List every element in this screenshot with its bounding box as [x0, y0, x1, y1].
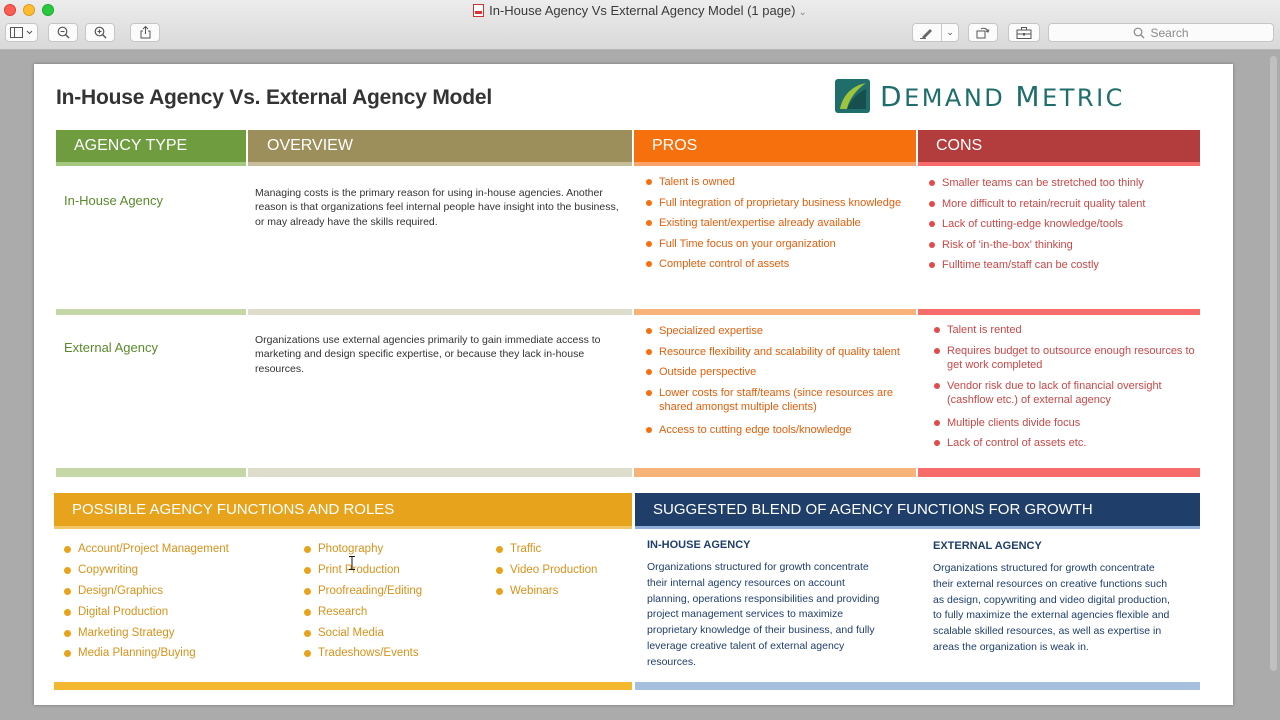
row-divider [248, 468, 632, 477]
functions-list-col3 [496, 543, 597, 606]
inhouse-blend-heading: IN-HOUSE AGENCY [647, 539, 751, 551]
window-title[interactable] [0, 3, 1280, 18]
toolbox-button[interactable] [1008, 23, 1040, 42]
markup-button[interactable] [912, 23, 942, 42]
zoom-out-button[interactable] [48, 23, 78, 42]
list-item: Specialized expertise [645, 324, 915, 339]
list-item: Smaller teams can be stretched too thinly [928, 176, 1198, 191]
markup-menu-button[interactable] [941, 23, 959, 42]
list-item: More difficult to retain/recruit quality talent [928, 197, 1198, 212]
list-item: Resource flexibility and scalability of quality talent [645, 345, 915, 360]
search-placeholder: Search [1150, 25, 1189, 40]
list-item: Lack of control of assets etc. [933, 436, 1199, 451]
external-pros-list [645, 324, 915, 437]
list-item: Account/Project Management [64, 543, 229, 557]
list-item: Talent is owned [645, 175, 915, 190]
rotate-button[interactable] [968, 23, 998, 42]
external-agency-label: External Agency [64, 340, 158, 355]
list-item: Lack of cutting-edge knowledge/tools [928, 217, 1198, 232]
overview-header: OVERVIEW [248, 130, 632, 166]
inhouse-pros-list [645, 175, 915, 272]
list-item: Full integration of proprietary business knowledge [645, 196, 915, 211]
functions-header: POSSIBLE AGENCY FUNCTIONS AND ROLES [54, 493, 632, 529]
pdf-page [34, 64, 1233, 705]
list-item: Research [304, 606, 422, 620]
logo-mark-icon [835, 79, 870, 113]
chevron-down-icon: ⌄ [798, 7, 807, 18]
share-icon [140, 26, 151, 39]
list-item: Photography [304, 543, 422, 557]
functions-list-col2 [304, 543, 422, 668]
list-item: Access to cutting edge tools/knowledge [645, 423, 915, 438]
list-item: Risk of 'in-the-box' thinking [928, 238, 1198, 253]
zoom-in-button[interactable] [85, 23, 115, 42]
external-overview: Organizations use external agencies primarily to gain immediate access to marketing and design specific expertise, or because they lack in-house resources. [255, 334, 601, 375]
zoom-in-icon [94, 26, 107, 39]
inhouse-cons-list [928, 176, 1198, 273]
sidebar-toggle-button[interactable] [5, 23, 38, 42]
text-cursor-icon [349, 556, 355, 570]
list-item: Outside perspective [645, 365, 915, 380]
vertical-scrollbar[interactable] [1270, 56, 1277, 671]
list-item: Print Production [304, 564, 422, 578]
functions-list-col1 [64, 543, 229, 668]
chevron-down-icon: ⌄ [946, 27, 954, 37]
inhouse-blend-text: Organizations structured for growth concentrate their internal agency resources on account planning, operations responsibilities and providing project management services to maximize proprietary knowledge of their business, and fully leverage creative talent of external agency resources. [647, 561, 880, 668]
search-icon [1133, 27, 1145, 39]
agency-type-header: AGENCY TYPE [56, 130, 246, 166]
search-field[interactable] [1048, 23, 1274, 42]
list-item: Vendor risk due to lack of financial oversight (cashflow etc.) of external agency [933, 379, 1199, 408]
functions-footer-bar [54, 682, 632, 690]
sidebar-icon [10, 27, 34, 38]
window-title-text: In-House Agency Vs External Agency Model (1 page) [489, 3, 796, 18]
list-item: Marketing Strategy [64, 627, 229, 641]
window-titlebar [0, 0, 1280, 50]
demand-metric-logo [835, 79, 1125, 113]
list-item: Design/Graphics [64, 585, 229, 599]
rotate-icon [976, 26, 990, 39]
pdf-file-icon [473, 4, 484, 17]
cons-header: CONS [918, 130, 1200, 166]
list-item: Digital Production [64, 606, 229, 620]
inhouse-overview: Managing costs is the primary reason for using in-house agencies. Another reason is that organizations feel internal people have insight into the business, or may already have the skills required. [255, 187, 619, 228]
external-blend-text: Organizations structured for growth concentrate their external resources on creative functions such as design, copywriting and video digital production, to fully maximize the external agencies flexible and scalable skilled resources, as well as expertise in areas the organization is weak in. [933, 562, 1170, 653]
row-divider [56, 309, 246, 315]
row-divider [56, 468, 246, 477]
toolbox-icon [1016, 27, 1032, 39]
list-item: Copywriting [64, 564, 229, 578]
row-divider [918, 468, 1200, 477]
list-item: Media Planning/Buying [64, 647, 229, 661]
page-title: In-House Agency Vs. External Agency Model [56, 86, 493, 109]
list-item: Tradeshows/Events [304, 647, 422, 661]
list-item: Requires budget to outsource enough resources to get work completed [933, 344, 1199, 373]
logo-wordmark: DEMAND METRIC [880, 79, 1125, 113]
inhouse-agency-label: In-House Agency [64, 193, 164, 208]
list-item: Video Production [496, 564, 597, 578]
share-button[interactable] [130, 23, 160, 42]
blend-footer-bar [635, 682, 1200, 690]
list-item: Social Media [304, 627, 422, 641]
list-item: Proofreading/Editing [304, 585, 422, 599]
list-item: Webinars [496, 585, 597, 599]
blend-header: SUGGESTED BLEND OF AGENCY FUNCTIONS FOR GROWTH [635, 493, 1200, 529]
row-divider [918, 309, 1200, 315]
row-divider [634, 468, 916, 477]
row-divider [634, 309, 916, 315]
external-cons-list [933, 323, 1199, 451]
list-item: Fulltime team/staff can be costly [928, 258, 1198, 273]
pros-header: PROS [634, 130, 916, 166]
zoom-out-icon [57, 26, 70, 39]
list-item: Multiple clients divide focus [933, 416, 1199, 431]
list-item: Full Time focus on your organization [645, 237, 915, 252]
external-blend-heading: EXTERNAL AGENCY [933, 540, 1042, 552]
row-divider [248, 309, 632, 315]
list-item: Traffic [496, 543, 597, 557]
list-item: Existing talent/expertise already available [645, 216, 915, 231]
list-item: Talent is rented [933, 323, 1199, 338]
list-item: Complete control of assets [645, 257, 915, 272]
pen-icon [920, 27, 934, 39]
list-item: Lower costs for staff/teams (since resources are shared amongst multiple clients) [645, 386, 915, 415]
